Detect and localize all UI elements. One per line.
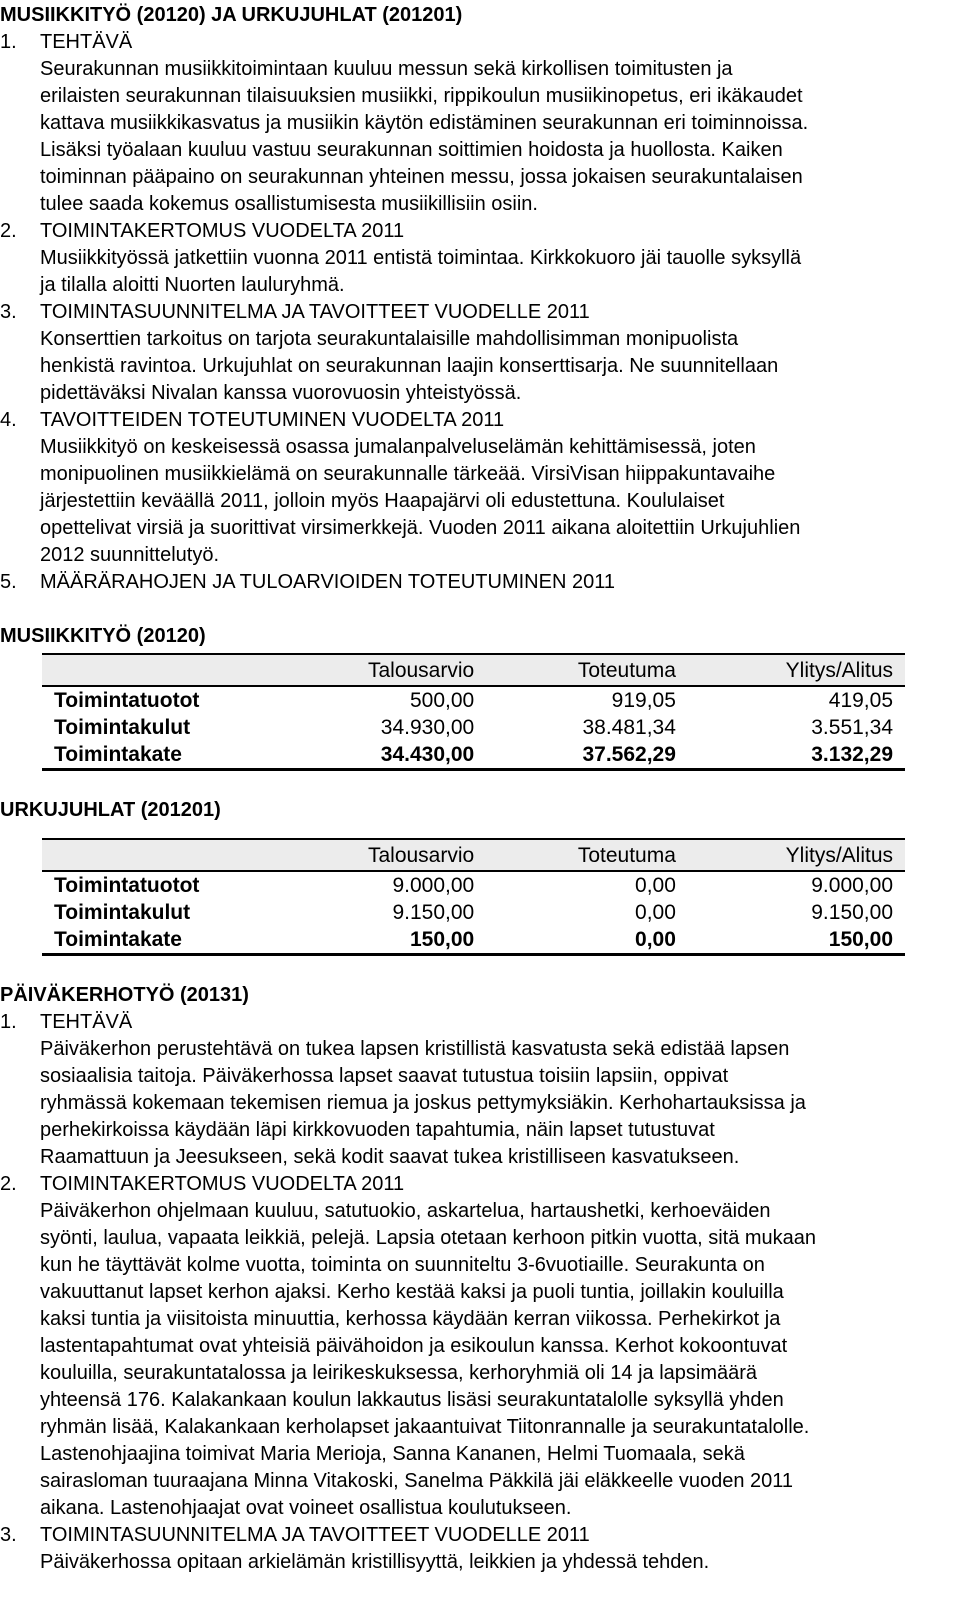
section-heading xyxy=(0,299,960,326)
section-heading xyxy=(0,1171,960,1198)
paragraph-line: henkistä ravintoa. Urkujuhlat on seurakunnan laajin konserttisarja. Ne suunnitellaan xyxy=(40,355,779,377)
table-cell: 9.000,00 xyxy=(811,874,893,897)
section-number: 4. xyxy=(0,409,17,431)
paragraph-line: sosiaalisia taitoja. Päiväkerhossa lapset saavat tutustua toisiin lapsiin, oppivat xyxy=(40,1065,729,1087)
table-header-cell: Ylitys/Alitus xyxy=(688,654,905,686)
table-header-cell: Toteutuma xyxy=(486,839,688,871)
table-cell: 38.481,34 xyxy=(582,716,676,739)
row-label: Toimintatuotot xyxy=(54,689,200,712)
paragraph-line: monipuolinen musiikkielämä on seurakunnalle tärkeää. VirsiVisan hiippakuntavaihe xyxy=(40,463,776,485)
table-header-cell: Toteutuma xyxy=(486,654,688,686)
paragraph-line: järjestettiin keväällä 2011, jolloin myös Haapajärvi oli edustettuna. Koululaiset xyxy=(40,490,725,512)
paragraph-line: lastentapahtumat ovat yhteisiä päivähoidon ja esikoulun kanssa. Kerhot kokoontuvat xyxy=(40,1335,788,1357)
section-heading xyxy=(0,1009,960,1036)
paragraph-line: Musiikkityössä jatkettiin vuonna 2011 entistä toimintaa. Kirkkokuoro jäi tauolle syksyllä xyxy=(40,247,802,269)
page-title: MUSIIKKITYÖ (20120) JA URKUJUHLAT (201201) xyxy=(0,4,463,26)
table-cell: 9.000,00 xyxy=(392,874,475,897)
section-heading-text: TAVOITTEIDEN TOTEUTUMINEN VUODELTA 2011 xyxy=(40,409,505,431)
paragraph-line: Lastenohjaajina toimivat Maria Merioja, Sanna Kananen, Helmi Tuomaala, sekä xyxy=(40,1443,745,1465)
paragraph-line: Raamattuun ja Jeesukseen, sekä kodit saavat tukea kristilliseen kasvatukseen. xyxy=(40,1146,740,1168)
paragraph-line: kun he täyttävät kolme vuotta, toiminta on suunniteltu 3-6vuotiaille. Seurakunta on xyxy=(40,1254,765,1276)
table-cell: 9.150,00 xyxy=(392,901,475,924)
table-total-row xyxy=(42,741,905,770)
row-label: Toimintakulut xyxy=(54,716,191,739)
section-heading-text: TOIMINTASUUNNITELMA JA TAVOITTEET VUODELLE 2011 xyxy=(40,301,590,323)
section-number: 3. xyxy=(0,1524,17,1546)
paragraph-line: kaksi tuntia ja viisitoista minuuttia, kerhossa käydään kerran viikossa. Perhekirkot ja xyxy=(40,1308,781,1330)
paragraph-line: yhteensä 176. Kalakankaan koulun lakkautus lisäsi seurakuntatalolle syksyllä yhden xyxy=(40,1389,784,1411)
table-header-cell: Talousarvio xyxy=(271,839,486,871)
table-header-row xyxy=(42,654,905,686)
section-heading xyxy=(0,29,960,56)
section-heading-text: MÄÄRÄRAHOJEN JA TULOARVIOIDEN TOTEUTUMINEN 2011 xyxy=(40,571,615,593)
table-row xyxy=(42,714,905,741)
paragraph-line: Lisäksi työalaan kuuluu vastuu seurakunnan soittimien hoidosta ja huollosta. Kaiken xyxy=(40,139,783,161)
section-number: 3. xyxy=(0,301,17,323)
table-cell: 500,00 xyxy=(409,689,475,712)
paragraph-line: Päiväkerhon ohjelmaan kuuluu, satutuokio, askartelua, hartaushetki, kerhoeväiden xyxy=(40,1200,771,1222)
paragraph-line: syönti, laulua, vapaata leikkiä, pelejä. Lapsia otetaan kerhoon pitkin vuotta, sitä mukaan xyxy=(40,1227,817,1249)
paragraph-line: Päiväkerhossa opitaan arkielämän kristillisyyttä, leikkien ja yhdessä tehden. xyxy=(40,1551,710,1573)
table-title: URKUJUHLAT (201201) xyxy=(0,799,221,821)
table-cell: 34.430,00 xyxy=(271,741,486,770)
section-number: 2. xyxy=(0,220,17,242)
section-heading-text: TOIMINTAKERTOMUS VUODELTA 2011 xyxy=(40,220,405,242)
section-number: 5. xyxy=(0,571,17,593)
paragraph-line: perhekirkoissa käydään läpi kirkkovuoden tapahtumia, näin lapset tutustuvat xyxy=(40,1119,715,1141)
section-heading xyxy=(0,218,960,245)
section-heading-text: TOIMINTASUUNNITELMA JA TAVOITTEET VUODELLE 2011 xyxy=(40,1524,590,1546)
table-title: MUSIIKKITYÖ (20120) xyxy=(0,625,206,647)
paragraph-line: Päiväkerhon perustehtävä on tukea lapsen kristillistä kasvatusta sekä edistää lapsen xyxy=(40,1038,790,1060)
paragraph-line: vakuuttanut lapset kerhon ajaksi. Kerho kestää kaksi ja puoli tuntia, joillakin kouluilla xyxy=(40,1281,784,1303)
paragraph-line: kattava musiikkikasvatus ja musiikin käytön edistäminen seurakunnan eri toiminnoissa. xyxy=(40,112,809,134)
table-row xyxy=(42,899,905,926)
table-cell: 0,00 xyxy=(635,901,676,924)
paragraph-line: Musiikkityö on keskeisessä osassa jumalanpalveluselämän kehittämisessä, joten xyxy=(40,436,756,458)
paragraph-line: opettelivat virsiä ja suorittivat virsimerkkejä. Vuoden 2011 aikana aloitettiin Urkujuhlien xyxy=(40,517,801,539)
paragraph-line: ryhmässä kokemaan tekemisen riemua ja joskus pettymyksiäkin. Kerhohartauksissa ja xyxy=(40,1092,806,1114)
table-cell: 34.930,00 xyxy=(380,716,475,739)
section-heading xyxy=(0,407,960,434)
paragraph-line: aikana. Lastenohjaajat ovat voineet osallistua koulutukseen. xyxy=(40,1497,572,1519)
section-title: PÄIVÄKERHOTYÖ (20131) xyxy=(0,984,249,1006)
paragraph-line: 2012 suunnittelutyö. xyxy=(40,544,220,566)
table-header-cell: Talousarvio xyxy=(271,654,486,686)
table-cell: 37.562,29 xyxy=(486,741,688,770)
table-cell: 3.551,34 xyxy=(811,716,893,739)
section-heading-text: TEHTÄVÄ xyxy=(40,1011,133,1033)
table-total-row xyxy=(42,926,905,955)
section-heading xyxy=(0,569,960,596)
section-number: 1. xyxy=(0,31,17,53)
section-heading-text: TEHTÄVÄ xyxy=(40,31,133,53)
table-cell: 919,05 xyxy=(611,689,676,712)
table-row xyxy=(42,871,905,899)
table-header-row xyxy=(42,839,905,871)
row-label: Toimintakulut xyxy=(54,901,191,924)
section-heading-text: TOIMINTAKERTOMUS VUODELTA 2011 xyxy=(40,1173,405,1195)
paragraph-line: sairasloman tuuraajana Minna Vitakoski, Sanelma Päkkilä jäi eläkkeelle vuoden 2011 xyxy=(40,1470,794,1492)
budget-table-musiikki xyxy=(42,653,905,771)
table-cell: 9.150,00 xyxy=(811,901,893,924)
table-cell: 3.132,29 xyxy=(688,741,905,770)
paragraph-line: pidettäväksi Nivalan kanssa vuorovuosin yhteistyössä. xyxy=(40,382,522,404)
paragraph-line: ja tilalla aloitti Nuorten lauluryhmä. xyxy=(40,274,345,296)
table-row xyxy=(42,686,905,714)
table-header-cell xyxy=(42,654,271,686)
row-label: Toimintakate xyxy=(42,926,271,955)
section-number: 1. xyxy=(0,1011,17,1033)
table-header-cell: Ylitys/Alitus xyxy=(688,839,905,871)
row-label: Toimintakate xyxy=(42,741,271,770)
budget-table-urkujuhlat xyxy=(42,838,905,956)
section-heading xyxy=(0,1522,960,1549)
paragraph-line: Konserttien tarkoitus on tarjota seurakuntalaisille mahdollisimman monipuolista xyxy=(40,328,739,350)
paragraph-line: Seurakunnan musiikkitoimintaan kuuluu messun sekä kirkollisen toimitusten ja xyxy=(40,58,733,80)
paragraph-line: toiminnan pääpaino on seurakunnan yhteinen messu, jossa jokaisen seurakuntalaisen xyxy=(40,166,803,188)
table-cell: 150,00 xyxy=(271,926,486,955)
paragraph-line: kouluilla, seurakuntatalossa ja leirikeskuksessa, kerhoryhmiä oli 14 ja lapsimäärä xyxy=(40,1362,758,1384)
paragraph-line: ryhmän lisää, Kalakankaan kerholapset jakaantuivat Tiitonrannalle ja seurakuntatalolle. xyxy=(40,1416,810,1438)
paragraph-line: tulee saada kokemus osallistumisesta musiikillisiin osiin. xyxy=(40,193,538,215)
table-cell: 0,00 xyxy=(486,926,688,955)
table-cell: 150,00 xyxy=(688,926,905,955)
table-cell: 0,00 xyxy=(635,874,676,897)
row-label: Toimintatuotot xyxy=(54,874,200,897)
paragraph-line: erilaisten seurakunnan tilaisuuksien musiikki, rippikoulun musiikinopetus, eri ikäkaudet xyxy=(40,85,803,107)
table-header-cell xyxy=(42,839,271,871)
section-number: 2. xyxy=(0,1173,17,1195)
table-cell: 419,05 xyxy=(828,689,893,712)
